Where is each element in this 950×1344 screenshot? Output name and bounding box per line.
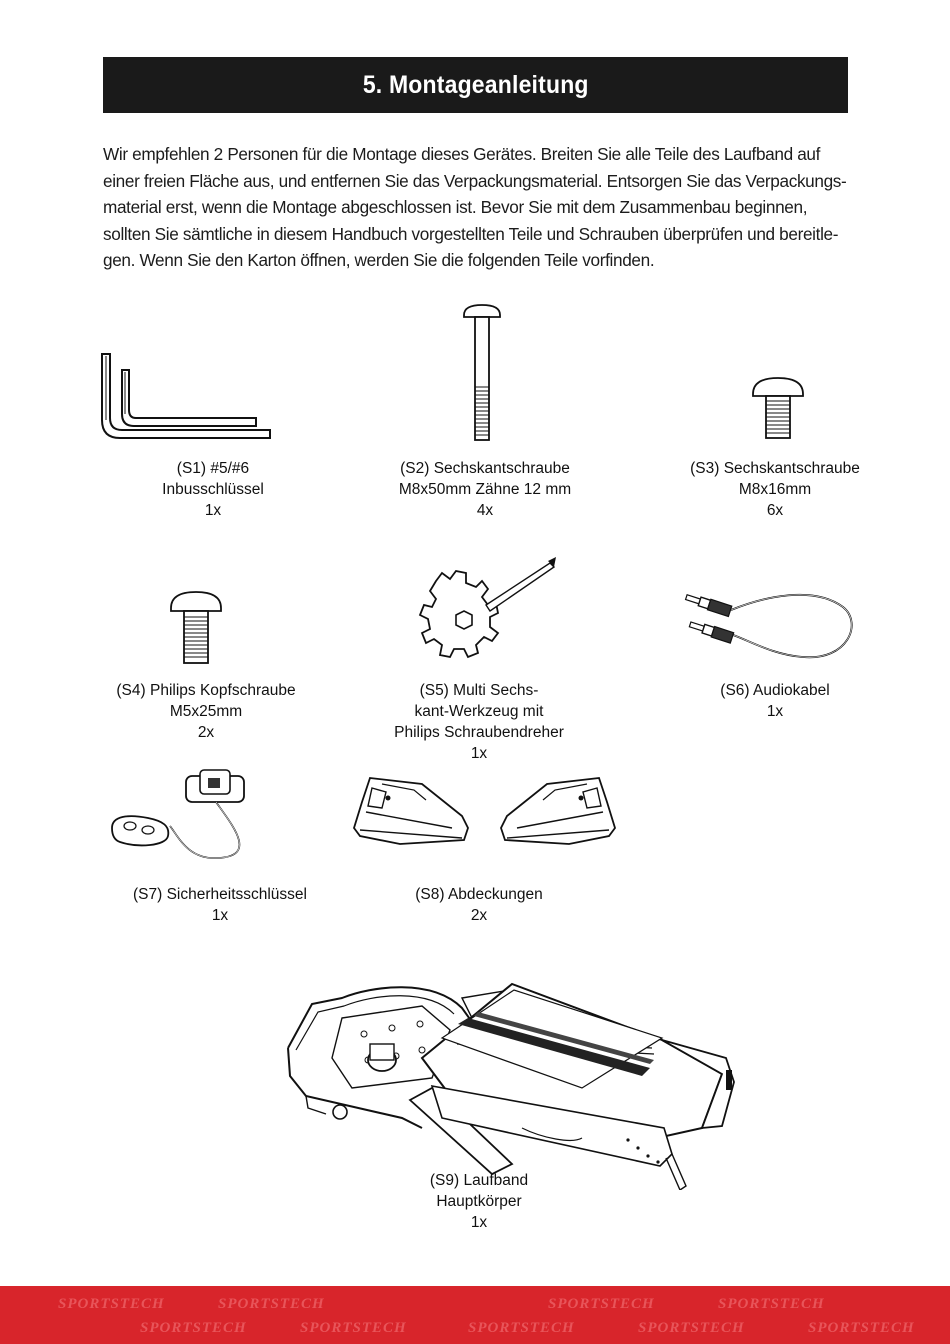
intro-line: gen. Wenn Sie den Karton öffnen, werden Sie die folgenden Teile vorfinden. xyxy=(103,250,655,270)
footer-band xyxy=(0,1286,950,1344)
footer-watermark: SPORTSTECH xyxy=(468,1320,575,1336)
multi-tool-icon xyxy=(414,555,559,667)
footer-watermark: SPORTSTECH xyxy=(218,1296,325,1312)
intro-line: sollten Sie sämtliche in diesem Handbuch vorgestellten Teile und Schrauben überprüfen und bereitle- xyxy=(103,223,839,244)
section-header xyxy=(103,57,848,113)
part-caption-s4: (S4) Philips Kopfschraube M5x25mm 2x xyxy=(116,682,296,741)
footer-watermark: SPORTSTECH xyxy=(140,1320,247,1336)
part-caption-s8: (S8) Abdeckungen 2x xyxy=(415,886,543,924)
part-caption-s9: (S9) Laufband Hauptkörper 1x xyxy=(429,1172,529,1231)
part-caption-s7: (S7) Sicherheitsschlüssel 1x xyxy=(132,886,307,924)
audio-cable-icon xyxy=(683,585,858,663)
intro-line: material erst, wenn die Montage abgeschlossen ist. Bevor Sie mit dem Zusammenbau beginnen, xyxy=(103,197,808,217)
footer-watermark: SPORTSTECH xyxy=(638,1320,745,1336)
footer-watermark: SPORTSTECH xyxy=(58,1296,165,1312)
long-bolt-icon xyxy=(460,303,504,443)
part-caption-s5: (S5) Multi Sechs- kant-Werkzeug mit Philips Schraubendreher 1x xyxy=(394,682,564,762)
footer-watermark: SPORTSTECH xyxy=(300,1320,407,1336)
short-bolt-icon xyxy=(750,376,806,442)
philips-screw-icon xyxy=(168,590,224,666)
footer-watermark: SPORTSTECH xyxy=(808,1320,915,1336)
footer-watermark: SPORTSTECH xyxy=(718,1296,825,1312)
part-caption-s6: (S6) Audiokabel 1x xyxy=(720,682,830,720)
page-title: 5. Montageanleitung xyxy=(362,70,589,99)
part-caption-s3: (S3) Sechskantschraube M8x16mm 6x xyxy=(690,460,860,519)
intro-line: einer freien Fläche aus, und entfernen Sie das Verpackungsmaterial. Entsorgen Sie das Verpackungs- xyxy=(103,170,847,191)
allen-key-icon xyxy=(98,348,278,444)
intro-line: Wir empfehlen 2 Personen für die Montage dieses Gerätes. Breiten Sie alle Teile des Laufband auf xyxy=(103,144,821,164)
intro-paragraph xyxy=(103,141,853,274)
part-caption-s1: (S1) #5/#6 Inbusschlüssel 1x xyxy=(162,460,264,519)
covers-icon xyxy=(352,772,617,848)
safety-key-icon xyxy=(108,766,258,866)
footer-watermark: SPORTSTECH xyxy=(548,1296,655,1312)
treadmill-icon xyxy=(282,978,744,1190)
part-caption-s2: (S2) Sechskantschraube M8x50mm Zähne 12 mm 4x xyxy=(398,460,572,519)
